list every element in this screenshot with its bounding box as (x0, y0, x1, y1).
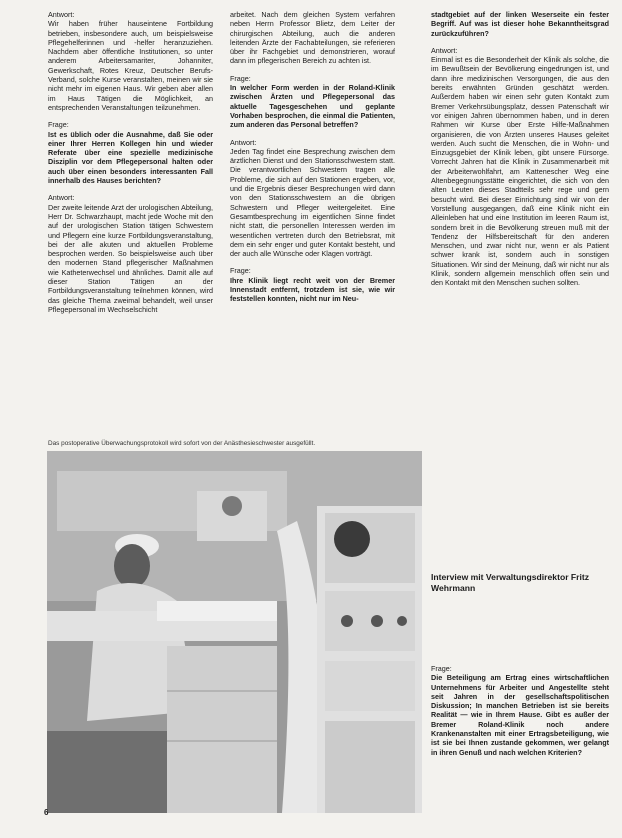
question-1 (48, 120, 213, 185)
answer-1 (48, 10, 213, 112)
answer-text: Jeden Tag findet eine Besprechung zwischen dem ärztlichen Dienst und den Stationsschwestern statt. Die verantwortlichen Schwestern tragen alle Probleme, die sich auf den Stationen ergeben, vor, und die Ergebnis dieser Besprechungen wird dann von den Stationsschwestern an die übrigen Schwestern und Pfleger weitergeleitet. Eine Gesamtbesprechung im eigentlichen Sinne findet nicht statt, die personellen Interessen werden im wesentlichen vertreten durch den Betriebsrat, mit dem ein sehr enger und guter Kontakt besteht, und der auch alle Wünsche oder Klagen vorträgt. (230, 146, 395, 259)
interview-heading: Interview mit Verwaltungsdirektor Fritz Wehrmann (431, 572, 590, 593)
question-3 (230, 266, 395, 303)
text-column-1 (48, 10, 213, 322)
text-column-3 (431, 10, 609, 296)
answer-label: Antwort: (230, 137, 257, 147)
text-column-2 (230, 10, 395, 312)
photo-caption: Das postoperative Überwachungsprotokoll wird sofort von der Anästhesieschwester ausgefüllt. (48, 440, 316, 447)
answer-label: Antwort: (431, 45, 458, 55)
question-text: Die Beteiligung am Ertrag eines wirtschaftlichen Unternehmens für Arbeiter und Angestellte steht seit Jahren in der gesellschaftspolitischen Diskussion; In manchen Betrieben ist sie bereits Realität — wie in Ihrem Hause. Gibt es außer der Bremer Roland-Klinik noch andere Krankenanstalten mit einer Ertragsbeteiligung, wie ist sie bei Ihnen zustande gekommen, wer gelangt in ihren Genuß und nach welchen Kriterien? (431, 673, 609, 757)
text-column-3-lower (431, 664, 609, 765)
question-label: Frage: (230, 73, 251, 83)
answer-text: Einmal ist es die Besonderheit der Klinik als solche, die im Bewußtsein der Bevölkerung eingedrungen ist, und dann ihre medizinischen Versorgungen, die aus den bereits erwähnten Gründen geschätzt werden. Außerdem haben wir einen sehr guten Kontakt zum Bremer Verkehrsübungsplatz, dessen Patenschaft wir vor einigen Jahren übernommen haben, und in deren Rahmen wir Kurse über Erste Hilfe-Maßnahmen organisieren, die von Ärzten unseres Hauses geleitet werden. Auch sucht die Menschen, die in Wohn- und Einzugsgebiet der Klinik leben, gibt unsere Fürsorge. Vorrecht Jahren hat die Klinik in Zusammenarbeit mit der Arbeiterwohlfahrt, am Kattenescher Weg eine Altenbegegnungsstätte eingerichtet, die sich von den alten Leuten dieses Stadtteils sehr rege und gern besucht wird. Bei dieser Einrichtung sind wir von der Vorstellung ausgegangen, daß eine Klinik nicht ein Alleinleben hat und eine Institution im leeren Raum ist, sondern breit in die Bevölkerung streuen muß mit der Tendenz der Hilfsbereitschaft für den anderen Menschen, und zwar nicht nur, wenn er als Patient schwer krank ist, sondern auch in sonstigen Situationen. Wir sind der Meinung, daß wir nicht nur als Klinik, sondern allgemein menschlich offen sein und den Kontakt mit den Menschen suchen sollten. (431, 55, 609, 288)
question-text: Ihre Klinik liegt recht weit von der Bremer Innenstadt entfernt, trotzdem ist sie, wie wir feststellen konnten, nicht nur im Neu- (230, 275, 395, 304)
question-2 (230, 74, 395, 130)
question-continued: stadtgebiet auf der linken Weserseite ein fester Begriff. Auf was ist dieser hohe Bekanntheitsgrad zurückzuführen? (431, 10, 609, 38)
question-text: Ist es üblich oder die Ausnahme, daß Sie oder einer Ihrer Herren Kollegen hin und wieder Referate über eine spezielle medizinische Disziplin vor dem Pflegepersonal halten oder auch über einen besonders interessanten Fall innerhalb des Hauses berichten? (48, 129, 213, 186)
answer-2 (48, 193, 213, 314)
photo-illustration (47, 451, 422, 813)
answer-3 (230, 138, 395, 259)
answer-label: Antwort: (48, 10, 75, 19)
question-label: Frage: (431, 664, 452, 673)
answer-text: Wir haben früher hauseintene Fortbildung betrieben, insbesondere auch, um beispielsweise Pflegehelferinnen und -helfer heranzuziehen. Nachdem aber öffentliche Institutionen, so unter anderem Arbeitersamariter, Johanniter, Gewerkschaft, Rotes Kreuz, Deutscher Berufs-Verband, solche Kurse veranstalten, meinen wir sie nicht mehr im eigenen Haus. Wir geben aber allen im Haus Tätigen die Möglichkeit, an entsprechenden Veranstaltungen teilzunehmen. (48, 19, 213, 112)
question-4 (431, 664, 609, 757)
photo-nurse-monitoring-equipment (47, 451, 422, 813)
question-label: Frage: (48, 120, 69, 130)
page-number: 6 (44, 808, 49, 817)
question-label: Frage: (230, 266, 251, 276)
answer-text: Der zweite leitende Arzt der urologischen Abteilung, Herr Dr. Schwarzhaupt, macht jede Woche mit den auf der urologischen Station tätigen Schwestern und Pflegern eine kurze Fortbildungsveranstaltung, bei der alle akuten und aktuellen Probleme besprochen werden. So beispielsweise auch über den modernen Stand pflegerischer Maßnahmen wie Katheterwechsel und ähnliches. Damit alle auf dieser Station Tätigen an der Fortbildungsveranstaltung teilnehmen können, wird das gleiche Thema zweimal behandelt, weil unser Pflegepersonal im Wechselschicht (48, 202, 213, 314)
answer-4 (431, 46, 609, 288)
answer-label: Antwort: (48, 193, 75, 203)
paragraph: arbeitet. Nach dem gleichen System verfahren neben Herrn Professor Blietz, dem Leiter der chirurgischen Abteilung, auch die anderen leitenden Ärzte der Fachabteilungen, sie referieren über ihr Fachgebiet und demonstrieren, worauf dann im pflegerischen Bereich zu achten ist. (230, 10, 395, 66)
question-text: In welcher Form werden in der Roland-Klinik zwischen Ärzten und Pflegepersonal das aktuelle Tagesgeschehen und geplante Vorhaben besprochen, die einmal die Patienten, zum anderen das Personal betreffen? (230, 83, 395, 130)
